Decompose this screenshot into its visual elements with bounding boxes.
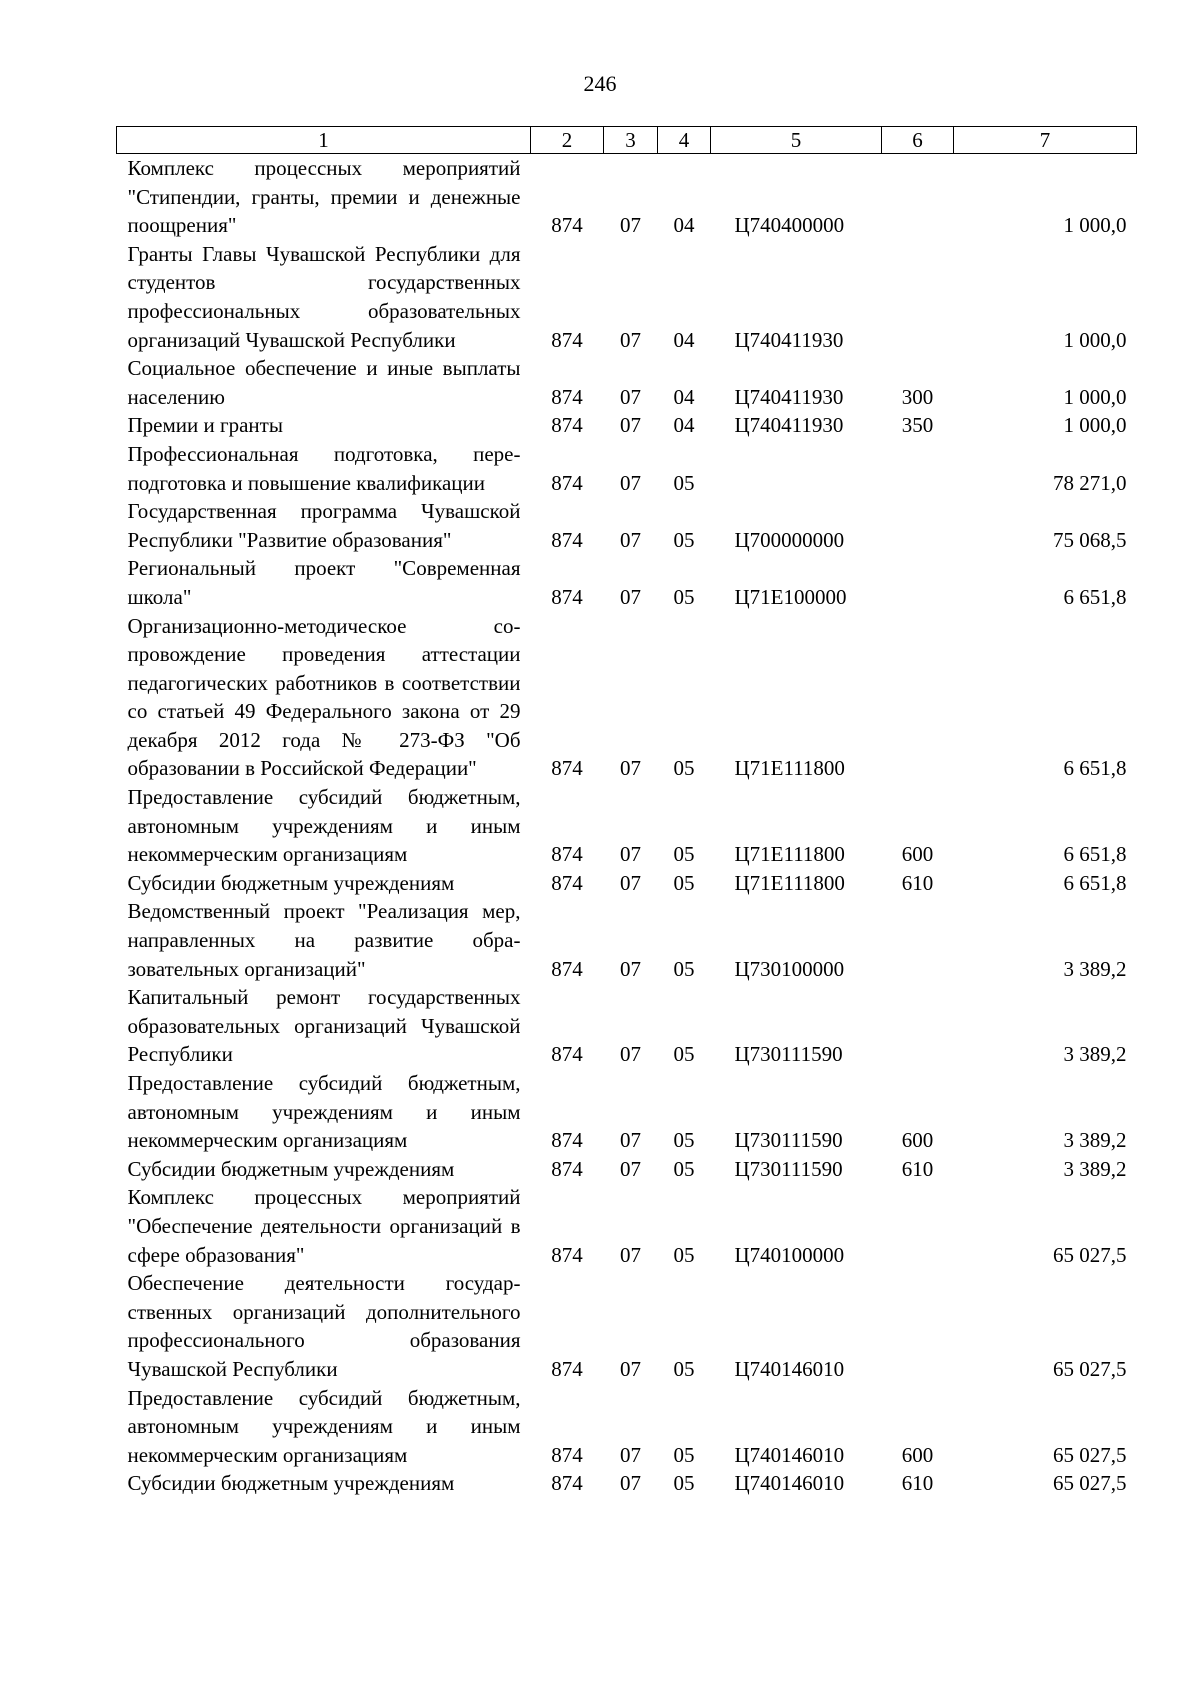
- row-csr: Ц740411930: [734, 327, 844, 352]
- row-csr: Ц740100000: [734, 1242, 845, 1267]
- table-row: [117, 440, 1137, 497]
- row-sum: 65 027,5: [1053, 1471, 1127, 1496]
- row-csr: Ц71Е100000: [734, 584, 847, 609]
- row-rz: 07: [620, 956, 641, 981]
- header-col-2: 2: [531, 127, 604, 154]
- row-sum: 6 651,8: [1063, 756, 1127, 781]
- table-row: [117, 1069, 1137, 1155]
- table-row: [117, 240, 1137, 354]
- row-sum: 3 389,2: [1063, 1042, 1127, 1067]
- row-sum: 78 271,0: [1053, 470, 1127, 495]
- row-sum: 1 000,0: [1063, 213, 1127, 238]
- row-sum: 3 389,2: [1063, 1156, 1127, 1181]
- header-col-1: 1: [117, 127, 531, 154]
- row-name: Организационно-методическое сопровождение проведения аттестации педагогических работников в соответствии со статьей 49 Федерального закона от 29 декабря 2012 года № 273-ФЗ "Об образовании в Российской Федерации": [127, 613, 521, 781]
- row-rz: 07: [620, 470, 641, 495]
- row-pr: 05: [673, 842, 695, 867]
- row-sum: 65 027,5: [1053, 1242, 1127, 1267]
- row-name: Капитальный ремонт государственных образовательных организаций Чувашской Республики: [127, 985, 521, 1067]
- row-pr: 05: [673, 870, 695, 895]
- row-name: Профессиональная подготовка, переподготовка и повышение квалификации: [127, 441, 521, 495]
- row-csr: Ц740146010: [734, 1471, 845, 1496]
- row-pr: 05: [673, 756, 695, 781]
- row-name: Ведомственный проект "Реализация мер, направленных на развитие образовательных организаций": [127, 899, 521, 981]
- row-gr: 874: [551, 1128, 583, 1153]
- row-rz: 07: [620, 213, 641, 238]
- row-name: Субсидии бюджетным учреждениям: [127, 870, 455, 895]
- row-csr: Ц740400000: [734, 213, 845, 238]
- row-gr: 874: [551, 1471, 583, 1496]
- budget-table: [116, 126, 1137, 1498]
- row-rz: 07: [620, 1356, 641, 1381]
- row-sum: 75 068,5: [1053, 527, 1127, 552]
- table-row: [117, 1469, 1137, 1498]
- row-pr: 04: [673, 413, 695, 438]
- row-csr: Ц740146010: [734, 1356, 845, 1381]
- row-gr: 874: [551, 1156, 583, 1181]
- row-gr: 874: [551, 213, 583, 238]
- row-sum: 3 389,2: [1063, 1128, 1127, 1153]
- row-pr: 05: [673, 1471, 695, 1496]
- row-rz: 07: [620, 327, 641, 352]
- row-csr: Ц71Е111800: [734, 870, 845, 895]
- table-row: [117, 983, 1137, 1069]
- row-sum: 65 027,5: [1053, 1442, 1127, 1467]
- row-gr: 874: [551, 1442, 583, 1467]
- row-pr: 05: [673, 527, 695, 552]
- row-vr: 610: [901, 1156, 934, 1181]
- row-name: Предоставление субсидий бюджетным, автономным учреждениям и иным некоммерческим организациям: [127, 1385, 521, 1467]
- row-csr: Ц71Е111800: [734, 756, 845, 781]
- row-pr: 04: [673, 327, 695, 352]
- row-name: Региональный проект "Современная школа": [127, 556, 521, 609]
- row-csr: Ц740411930: [734, 384, 844, 409]
- row-gr: 874: [551, 584, 583, 609]
- row-csr: [711, 440, 882, 497]
- page-number: 246: [583, 71, 617, 96]
- row-vr: 600: [901, 1128, 934, 1153]
- table-row: [117, 1155, 1137, 1184]
- header-col-4: 4: [658, 127, 711, 154]
- table-row: [117, 1384, 1137, 1470]
- row-vr: [882, 154, 954, 240]
- row-vr: [882, 1183, 954, 1269]
- row-pr: 05: [673, 956, 695, 981]
- row-gr: 874: [551, 1356, 583, 1381]
- row-rz: 07: [620, 1442, 641, 1467]
- row-csr: Ц730100000: [734, 956, 845, 981]
- row-sum: 65 027,5: [1053, 1356, 1127, 1381]
- row-sum: 1 000,0: [1063, 413, 1127, 438]
- row-sum: 6 651,8: [1063, 842, 1127, 867]
- table-row: [117, 783, 1137, 869]
- row-vr: 610: [901, 870, 934, 895]
- table-row: [117, 411, 1137, 440]
- row-pr: 04: [673, 213, 695, 238]
- row-gr: 874: [551, 470, 583, 495]
- row-vr: [882, 440, 954, 497]
- row-rz: 07: [620, 1471, 641, 1496]
- row-name: Комплекс процессных мероприятий "Обеспечение деятельности организаций в сфере образования": [127, 1185, 521, 1267]
- row-gr: 874: [551, 956, 583, 981]
- row-sum: 6 651,8: [1063, 584, 1127, 609]
- row-sum: 6 651,8: [1063, 870, 1127, 895]
- row-pr: 05: [673, 1156, 695, 1181]
- row-gr: 874: [551, 870, 583, 895]
- row-gr: 874: [551, 756, 583, 781]
- row-name: Субсидии бюджетным учреждениям: [127, 1156, 455, 1181]
- row-pr: 05: [673, 584, 695, 609]
- row-rz: 07: [620, 1156, 641, 1181]
- row-vr: [882, 554, 954, 611]
- row-name: Предоставление субсидий бюджетным, автономным учреждениям и иным некоммерческим организациям: [127, 785, 521, 867]
- row-gr: 874: [551, 327, 583, 352]
- row-vr: [882, 1269, 954, 1383]
- row-pr: 05: [673, 1128, 695, 1153]
- row-rz: 07: [620, 1128, 641, 1153]
- row-rz: 07: [620, 584, 641, 609]
- row-csr: Ц730111590: [734, 1128, 843, 1153]
- row-pr: 05: [673, 1442, 695, 1467]
- row-vr: 600: [901, 842, 934, 867]
- row-pr: 05: [673, 470, 695, 495]
- row-gr: 874: [551, 1242, 583, 1267]
- row-vr: 600: [901, 1442, 934, 1467]
- row-vr: 300: [901, 384, 934, 409]
- row-gr: 874: [551, 1042, 583, 1067]
- row-rz: 07: [620, 527, 641, 552]
- row-rz: 07: [620, 1042, 641, 1067]
- table-row: [117, 1269, 1137, 1383]
- row-rz: 07: [620, 413, 641, 438]
- row-rz: 07: [620, 384, 641, 409]
- row-sum: 1 000,0: [1063, 384, 1127, 409]
- header-col-7: 7: [954, 127, 1137, 154]
- table-row: [117, 897, 1137, 983]
- row-name: Государственная программа Чувашской Республики "Развитие образования": [127, 499, 521, 552]
- table-header: [117, 127, 1137, 154]
- row-vr: [882, 897, 954, 983]
- header-row: [117, 127, 1137, 154]
- row-vr: [882, 497, 954, 554]
- row-gr: 874: [551, 527, 583, 552]
- row-name: Предоставление субсидий бюджетным, автономным учреждениям и иным некоммерческим организациям: [127, 1071, 521, 1153]
- row-pr: 04: [673, 384, 695, 409]
- table-row: [117, 869, 1137, 898]
- row-sum: 1 000,0: [1063, 327, 1127, 352]
- table-row: [117, 554, 1137, 611]
- row-vr: [882, 240, 954, 354]
- table-row: [117, 154, 1137, 240]
- row-pr: 05: [673, 1356, 695, 1381]
- row-gr: 874: [551, 842, 583, 867]
- row-rz: 07: [620, 870, 641, 895]
- row-vr: 350: [901, 413, 934, 438]
- row-pr: 05: [673, 1042, 695, 1067]
- row-rz: 07: [620, 756, 641, 781]
- row-csr: Ц700000000: [734, 527, 845, 552]
- row-csr: Ц730111590: [734, 1156, 843, 1181]
- row-csr: Ц740411930: [734, 413, 844, 438]
- row-csr: Ц730111590: [734, 1042, 843, 1067]
- row-gr: 874: [551, 384, 583, 409]
- row-sum: 3 389,2: [1063, 956, 1127, 981]
- row-vr: 610: [901, 1471, 934, 1496]
- row-csr: Ц740146010: [734, 1442, 845, 1467]
- row-name: Социальное обеспечение и иные выплаты населению: [127, 356, 521, 409]
- row-csr: Ц71Е111800: [734, 842, 845, 867]
- row-name: Комплекс процессных мероприятий "Стипендии, гранты, премии и денежные поощрения": [127, 156, 521, 238]
- row-gr: 874: [551, 413, 583, 438]
- table-row: [117, 354, 1137, 411]
- row-pr: 05: [673, 1242, 695, 1267]
- table-row: [117, 497, 1137, 554]
- row-name: Субсидии бюджетным учреждениям: [127, 1471, 455, 1496]
- header-col-3: 3: [604, 127, 658, 154]
- table-row: [117, 612, 1137, 784]
- header-col-6: 6: [882, 127, 954, 154]
- header-col-5: 5: [711, 127, 882, 154]
- row-name: Гранты Главы Чувашской Республики для студентов государственных профессиональных образовательных организаций Чувашской Республики: [127, 241, 521, 352]
- row-name: Обеспечение деятельности государственных организаций дополнительного профессионального образования Чувашской Республики: [127, 1271, 521, 1381]
- row-vr: [882, 612, 954, 784]
- row-rz: 07: [620, 842, 641, 867]
- row-vr: [882, 983, 954, 1069]
- row-name: Премии и гранты: [127, 413, 283, 438]
- table-body: [117, 154, 1137, 1498]
- table-row: [117, 1183, 1137, 1269]
- row-rz: 07: [620, 1242, 641, 1267]
